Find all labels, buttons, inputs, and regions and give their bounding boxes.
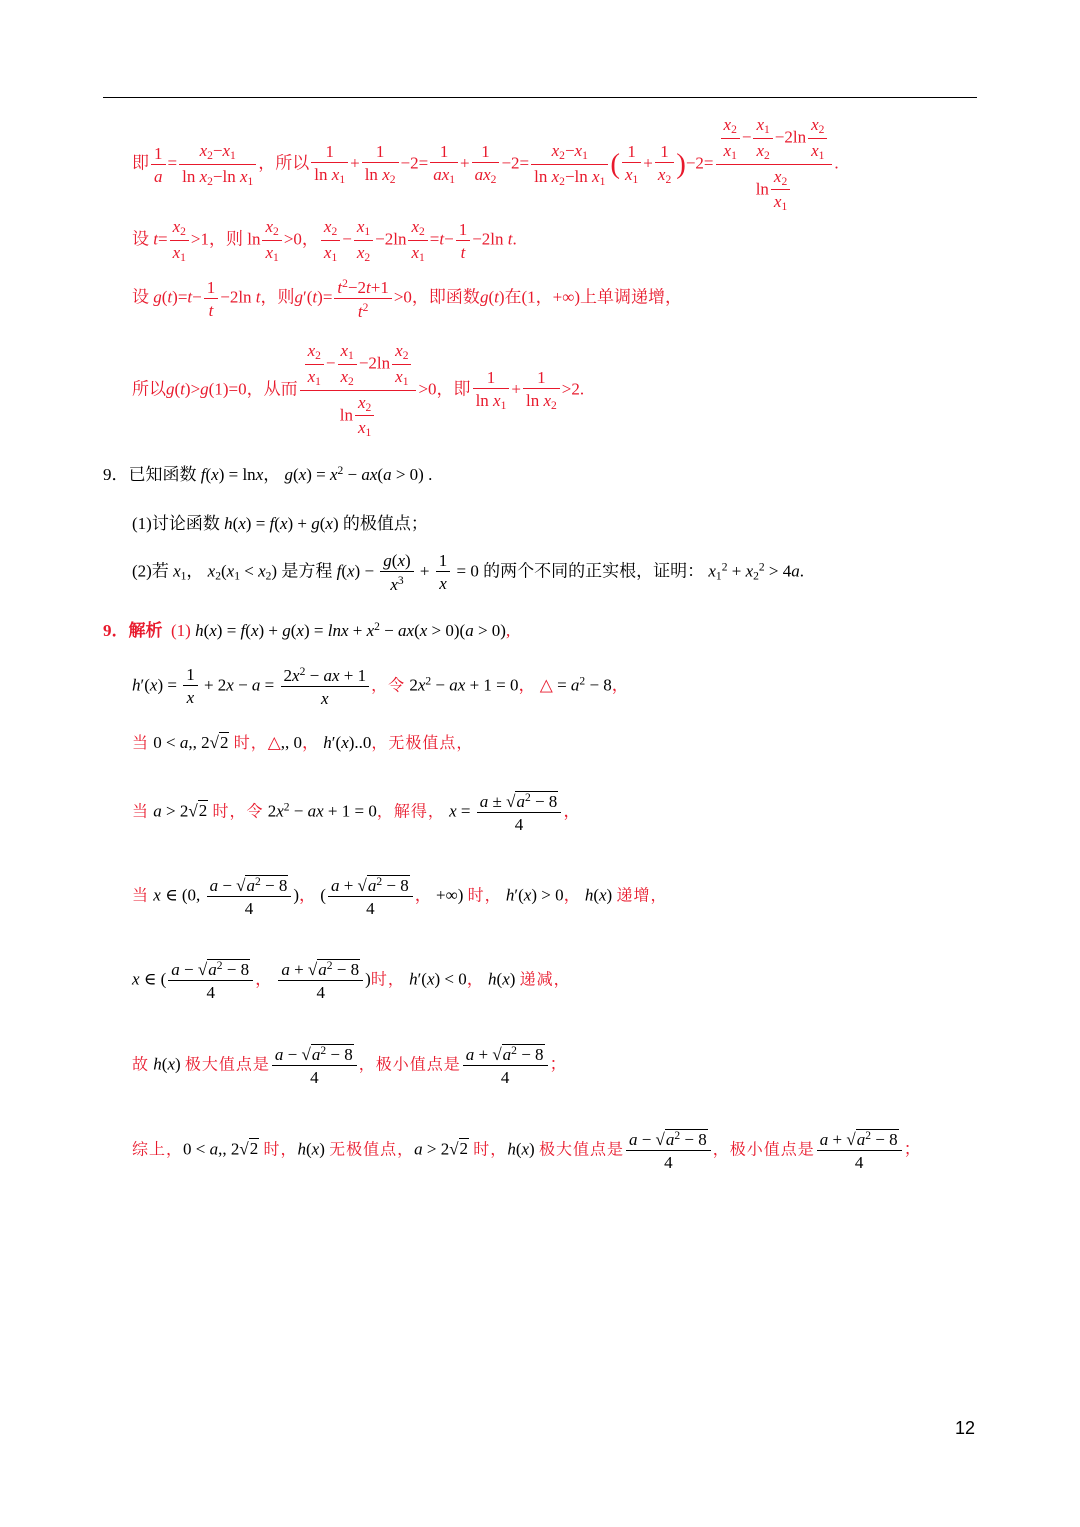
problem-9-stem: 9．已知函数 f(x) = lnx， $g(x) = x^2 - ax(a > 0)$ .: [103, 464, 433, 484]
solution-9-line-2: h′(x) = $\frac{1}{x}$ + 2x − a = $\frac{2x^2 - ax + 1}{x}$ ，令 $2x^2$ − ax + 1 = 0， △ = $a^2 - 8$，: [132, 665, 629, 708]
problem-9-part1: (1)讨论函数 h(x) = f(x) + g(x) 的极值点；: [132, 514, 428, 533]
solution-line-2: 设 t= $\frac{x_2}{x_1}$ >1，则 ln $\frac{x_2}{x_1}$ >0， $\frac{x_2}{x_1}$ − $\frac{x_1}{x_2}$ −2ln $\frac{x_2}{x_1}$ =t− $\frac{1}{t}$ −2ln t.: [132, 217, 517, 265]
solution-9-line-6: x ∈ ( $\frac{a - √a^2 - 8}{4}$ ， $\frac{a + √a^2 - 8}{4}$ )时， h′(x) < 0， h(x) 递减，: [132, 959, 571, 1002]
solution-9-line-7: 故 h(x) 极大值点是 $\frac{a - √a^2 - 8}{4}$ ，极小值点是 $\frac{a + √a^2 - 8}{4}$ ；: [132, 1044, 567, 1087]
problem-9-part2: (2)若 $x_1$， $x_2(x_1 < x_2)$ 是方程 f(x) − $\frac{g(x)}{x^3}$ + $\frac{1}{x}$ = 0 的两个不同的正实根，证明： $x_1^2 + x_2^2 > 4a$.: [132, 551, 805, 594]
page-number: 12: [955, 1418, 976, 1438]
header-rule: [103, 97, 977, 98]
solution-9-summary: 综上，0 < a,, 2√2 时，h(x) 无极值点，a > 2√2 时，h(x) 极大值点是 $\frac{a - √a^2 - 8}{4}$ ，极小值点是 $\frac{a + √a^2 - 8}{4}$ ；: [132, 1129, 921, 1172]
solution-9-line-3: 当 0 < a,, 2√2 时，△,, 0， h′(x)..0，无极值点，: [132, 733, 474, 752]
solution-9-line-4: 当 a > 2√2 时，令 $2x^2$ − ax + 1 = 0，解得， x = $\frac{a \pm √a^2 - 8}{4}$ ，: [132, 791, 581, 834]
solution-line-1: 即 $\frac{1}{a}$ = $\frac{x_2-x_1}{\ln x_2-\ln x_1}$ ，所以 $\frac{1}{\ln x_1}$ + $\frac{1}{\ln x_2}$ −2= $\frac{1}{ax_1}$ + $\frac{1}{ax_2}$ −2= $\frac{x_2-x_1}{\ln x_2-\ln x_1}$ ( $\frac{1}{x_1}$ + $\frac{1}{x_2}$ )−2= $\frac{x_2}{x_1}$ − $\frac{x_1}{x_2}$ −2ln $\frac{x_2}{x_1}$ ln $\frac{x_2}{x_1}$ .: [132, 115, 839, 214]
solution-line-3: 设 g(t)=t− $\frac{1}{t}$ −2ln t，则g′(t)= $\frac{t^2-2t+1}{t^2}$ >0，即函数g(t)在(1，+∞)上单调递增，: [132, 277, 683, 321]
solution-line-4: 所以g(t)>g(1)=0，从而 $\frac{x_2}{x_1}$ − $\frac{x_1}{x_2}$ −2ln $\frac{x_2}{x_1}$ ln $\frac{x_2}{x_1}$ >0，即 $\frac{1}{\ln x_1}$ + $\frac{1}{\ln x_2}$ >2.: [132, 341, 585, 440]
solution-9-line-1: 9．解析 (1) $h(x) = f(x) + g(x) = \ln x + x^2 - ax(x > 0)(a > 0)$,: [103, 620, 511, 640]
solution-9-line-5: 当 x ∈ (0, $\frac{a - √a^2 - 8}{4}$ )， ( $\frac{a + √a^2 - 8}{4}$ ， +∞) 时， h′(x) > 0， h(x) 递增，: [132, 875, 668, 918]
